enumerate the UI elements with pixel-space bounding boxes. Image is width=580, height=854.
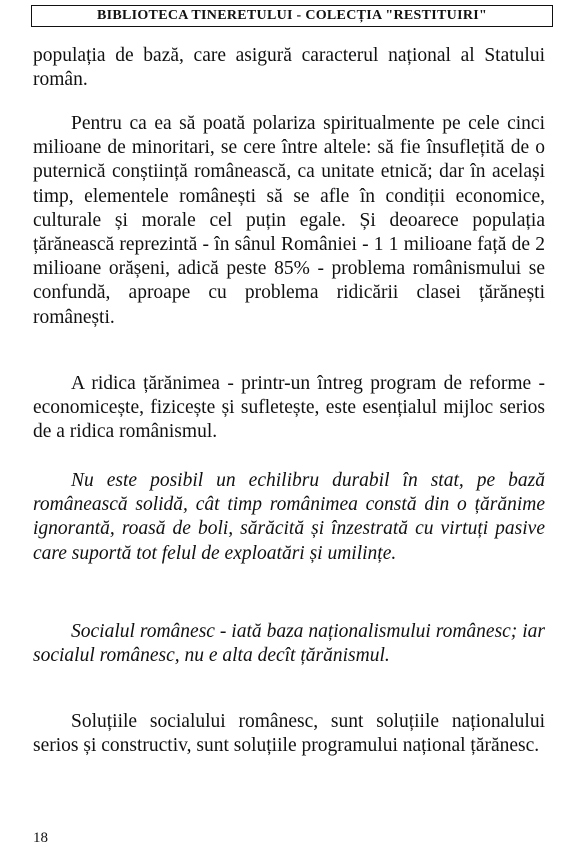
series-title: BIBLIOTECA TINERETULUI - COLECȚIA "RESTITUIRI" xyxy=(96,8,488,23)
paragraph-solutions: Soluțiile socialului românesc, sunt soluțiile naționalului serios și constructiv, sunt soluțiile programului național țărănesc. xyxy=(33,711,545,757)
page-number: 18 xyxy=(33,830,48,846)
paragraph-italic-equilibrium: Nu este posibil un echilibru durabil în stat, pe bază românească solidă, cât timp românimea constă din o țărănime ignorantă, roasă de boli, sărăcită și înzestrată cu virtuți pasive care suportă tot felul de exploatări și umilințe. xyxy=(33,470,545,564)
running-header xyxy=(31,5,553,27)
paragraph-continued: populația de bază, care asigură caracterul național al Statului român. xyxy=(33,45,545,91)
paragraph-minorities: Pentru ca ea să poată polariza spiritualmente pe cele cinci milioane de minoritari, se cere între altele: să fie însuflețită de o puternică conștiință românească, ca unitate etnică; dar în același timp, elementele românești să se afle în condiții economice, culturale și morale cel puțin egale. Și deoarece populația țărănească reprezintă - în sânul României - 1 1 milioane față de 2 milioane orășeni, adică peste 85% - problema românismului se confundă, aproape cu problema ridicării clasei țărănești românești. xyxy=(33,113,545,328)
paragraph-peasantry-reform: A ridica țărănimea - printr-un întreg program de reforme - economicește, fizicește și sufletește, este esențialul mijloc serios de a ridica românismul. xyxy=(33,373,545,443)
paragraph-italic-social: Socialul românesc - iată baza naționalismului românesc; iar socialul românesc, nu e alta decît țărănismul. xyxy=(33,621,545,667)
